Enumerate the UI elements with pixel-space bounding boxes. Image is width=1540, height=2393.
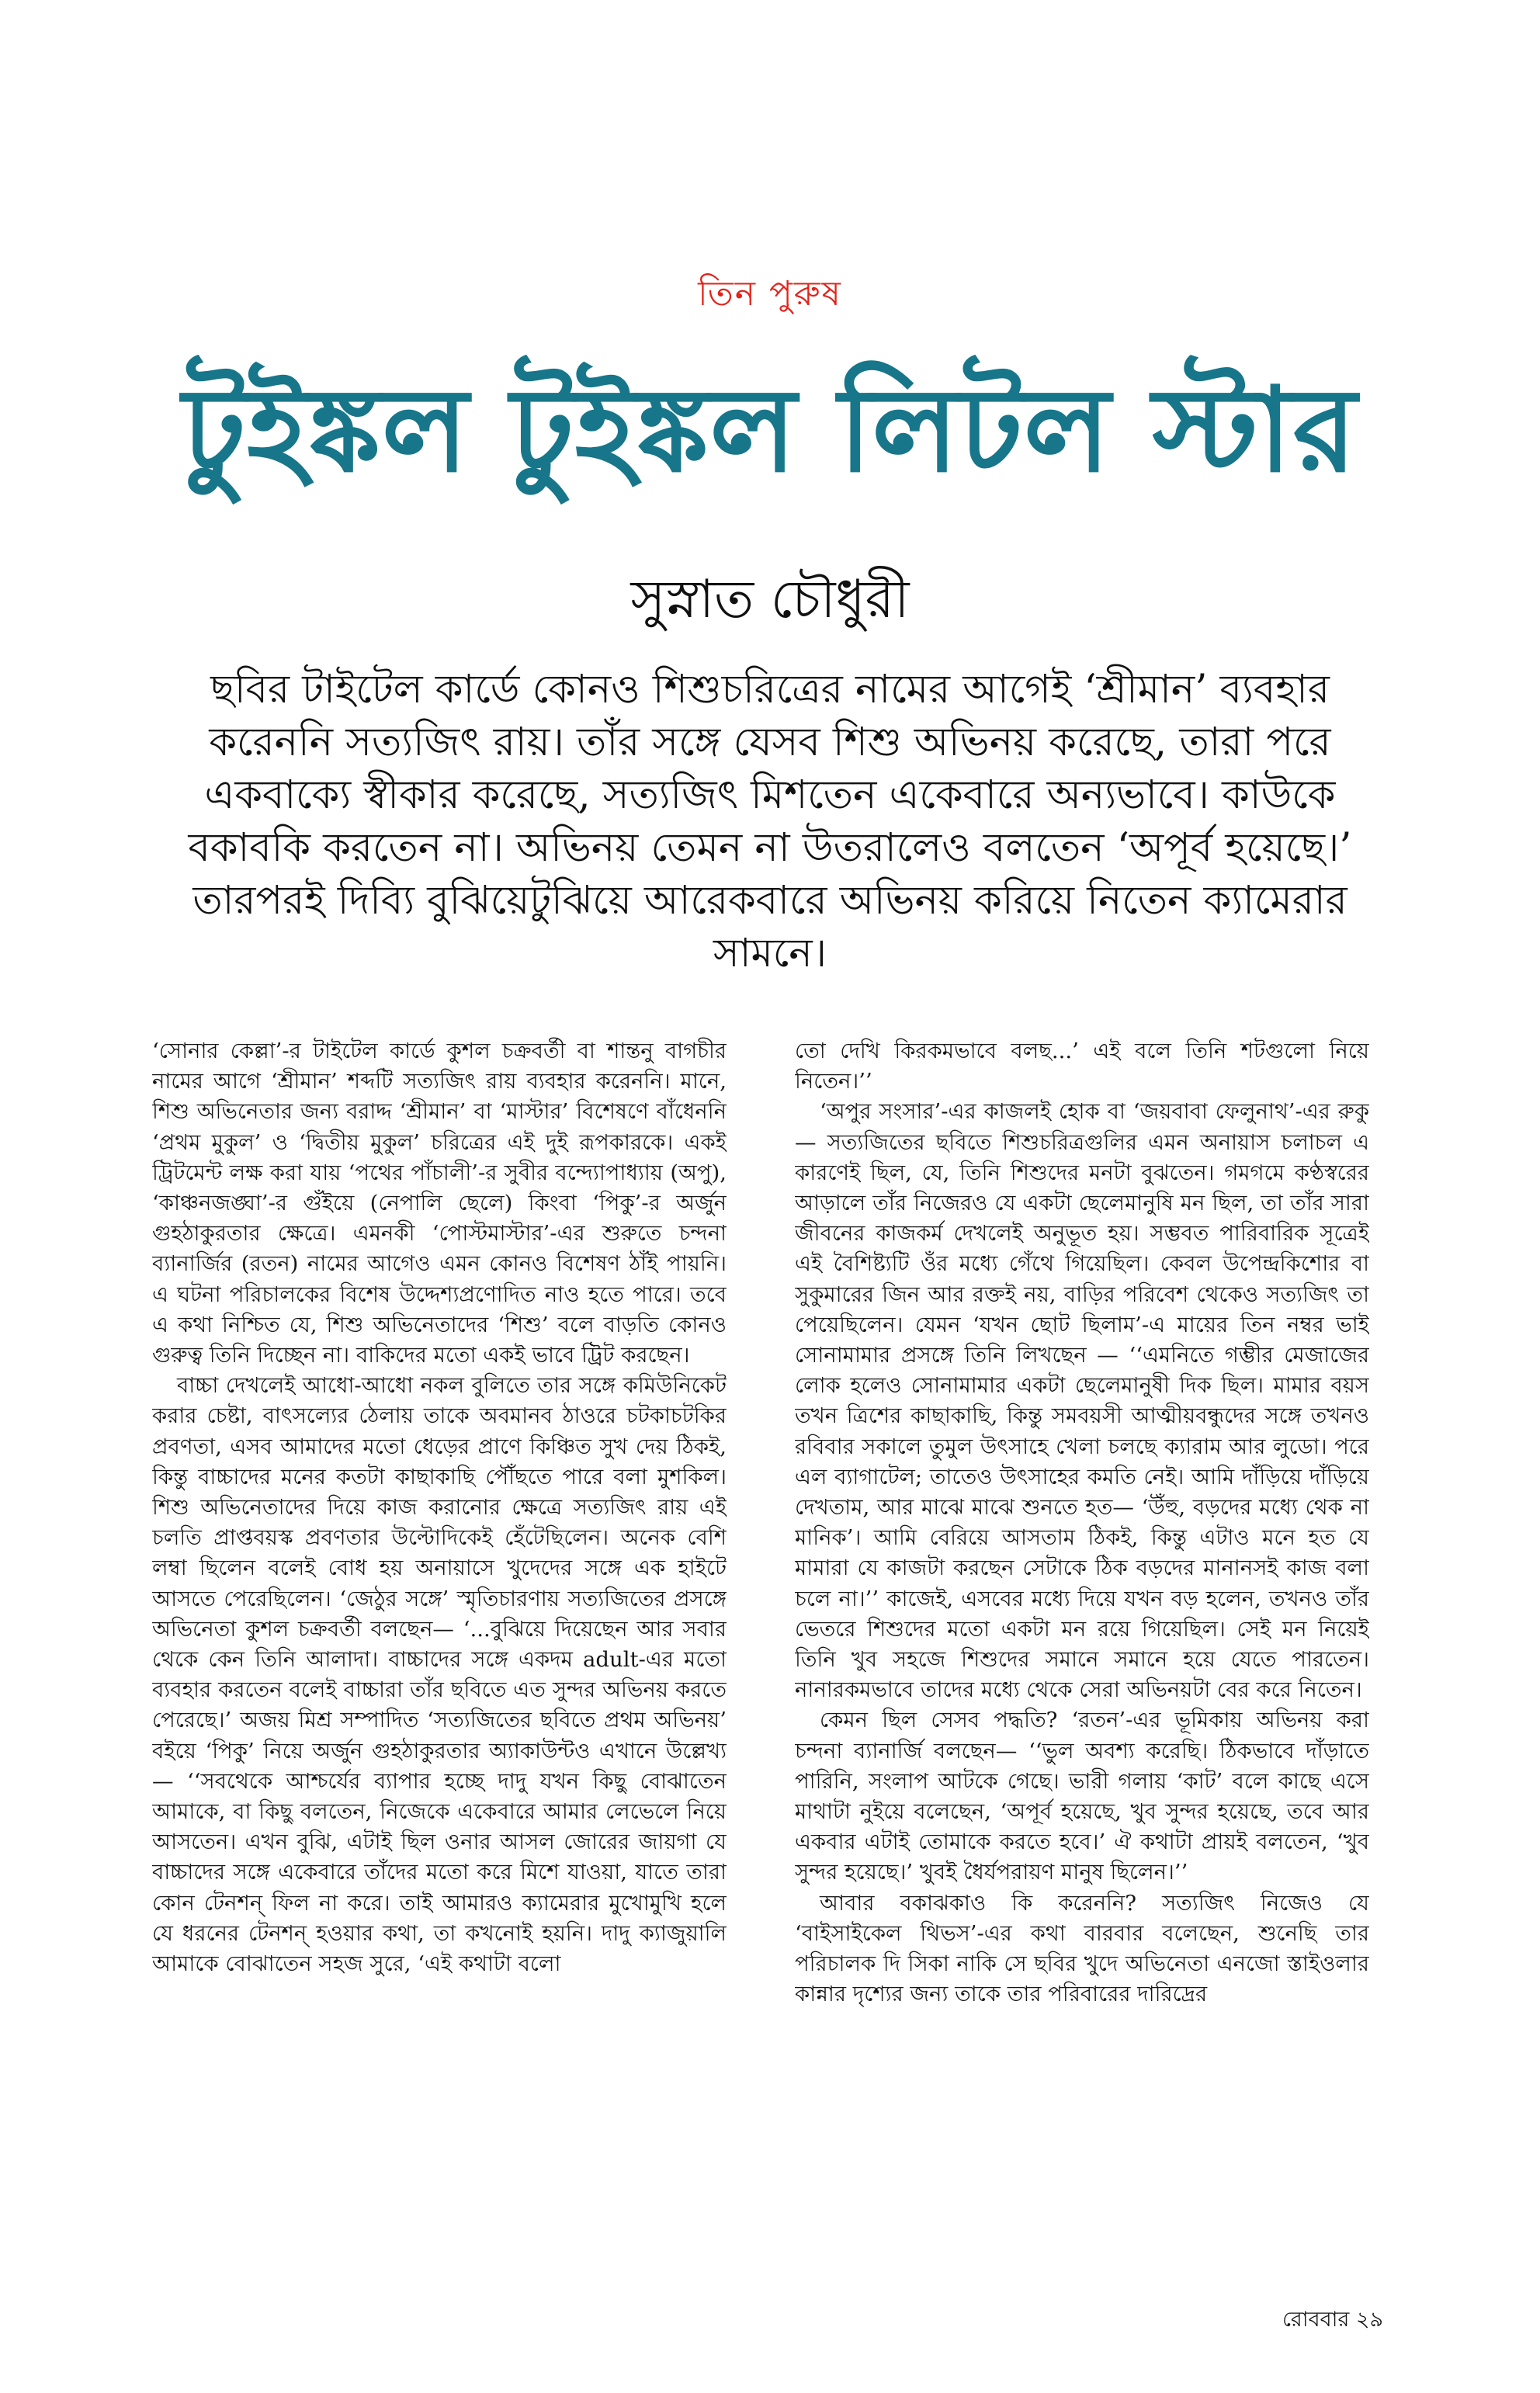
article-intro: ছবির টাইটেল কার্ডে কোনও শিশুচরিত্রের নামের আগেই ‘শ্রীমান’ ব্যবহার করেননি সত্যজিৎ রায়। তাঁর সঙ্গে যেসব শিশু অভিনয় করেছে, তারা পরে একবাক্যে স্বীকার করেছে, সত্যজিৎ মিশতেন একেবারে অন্যভাবে। কাউকে বকাবকি করতেন না। অভিনয় তেমন না উতরালেও বলতেন ‘অপূর্ব হয়েছে।’ তারপরই দিব্যি বুঝিয়েটুঝিয়ে আরেকবারে অভিনয় করিয়ে নিতেন ক্যামেরার সামনে। — [188, 667, 1352, 976]
paragraph: বাচ্চা দেখলেই আধো-আধো নকল বুলিতে তার সঙ্গে কমিউনিকেট করার চেষ্টা, বাৎসল্যের ঠেলায় তাকে অবমানব ঠাওরে চটকাচটকির প্রবণতা, এসব আমাদের মতো ধেড়ের প্রাণে কিঞ্চিত সুখ দেয় ঠিকই, কিন্তু বাচ্চাদের মনের কতটা কাছাকাছি পৌঁছতে পারে বলা মুশকিল। শিশু অভিনেতাদের দিয়ে কাজ করানোর ক্ষেত্রে সত্যজিৎ রায় এই চলতি প্রাপ্তবয়স্ক প্রবণতার উল্টোদিকেই হেঁটেছিলেন। অনেক বেশি লম্বা ছিলেন বলেই বোধ হয় অনায়াসে খুদেদের সঙ্গে এক হাইটে আসতে পেরেছিলেন। ‘জেঠুর সঙ্গে’ স্মৃতিচারণায় সত্যজিতের প্রসঙ্গে অভিনেতা কুশল চক্রবর্তী বলছেন— ‘...বুঝিয়ে দিয়েছেন আর সবার থেকে কেন তিনি আলাদা। বাচ্চাদের সঙ্গে একদম adult-এর মতো ব্যবহার করতেন বলেই বাচ্চারা তাঁর ছবিতে এত সুন্দর অভিনয় করতে পেরেছে।’ অজয় মিশ্র সম্পাদিত ‘সত্যজিতের ছবিতে প্রথম অভিনয়’ বইয়ে ‘পিকু’ নিয়ে অর্জুন গুহঠাকুরতার অ্যাকাউন্টও এখানে উল্লেখ্য— ‘‘সবথেকে আশ্চর্যের ব্যাপার হচ্ছে দাদু যখন কিছু বোঝাতেন আমাকে, বা কিছু বলতেন, নিজেকে একেবারে আমার লেভেলে নিয়ে আসতেন। এখন বুঝি, এটাই ছিল ওনার আসল জোরের জায়গা যে বাচ্চাদের সঙ্গে একেবারে তাঁদের মতো করে মিশে যাওয়া, যাতে তারা কোন টেনশন্ ফিল না করে। তাই আমারও ক্যামেরার মুখোমুখি হলে যে ধরনের টেনশন্ হওয়ার কথা, তা কখনোই হয়নি। দাদু ক্যাজুয়ালি আমাকে বোঝাতেন সহজ সুরে, ‘এই কথাটা বলো — [152, 1373, 727, 1977]
section-label: তিন পুরুষ — [698, 274, 842, 314]
author-byline: সুস্নাত চৌধুরী — [630, 569, 910, 630]
paragraph: আবার বকাঝকাও কি করেননি? সত্যজিৎ নিজেও যে ‘বাইসাইকেল থিভস’-এর কথা বারবার বলেছেন, শুনেছি তার পরিচালক দি সিকা নাকি সে ছবির খুদে অভিনেতা এনজো স্তাইওলার কান্নার দৃশ্যের জন্য তাকে তার পরিবারের দারিদ্রের — [795, 1890, 1369, 2007]
article-headline: টুইঙ্কল টুইঙ্কল লিটল স্টার — [182, 363, 1358, 498]
paragraph: ‘সোনার কেল্লা’-র টাইটেল কার্ডে কুশল চক্রবর্তী বা শান্তনু বাগচীর নামের আগে ‘শ্রীমান’ শব্দটি সত্যজিৎ রায় ব্যবহার করেননি। মানে, শিশু অভিনেতার জন্য বরাদ্দ ‘শ্রীমান’ বা ‘মাস্টার’ বিশেষণে বাঁধেননি ‘প্রথম মুকুল’ ও ‘দ্বিতীয় মুকুল’ চরিত্রের এই দুই রূপকারকে। একই ট্রিটমেন্ট লক্ষ করা যায় ‘পথের পাঁচালী’-র সুবীর বন্দ্যোপাধ্যায় (অপু), ‘কাঞ্চনজঙ্ঘা’-র গুঁইয়ে (নেপালি ছেলে) কিংবা ‘পিকু’-র অর্জুন গুহঠাকুরতার ক্ষেত্রে। এমনকী ‘পোস্টমাস্টার’-এর শুরুতে চন্দনা ব্যানার্জির (রতন) নামের আগেও এমন কোনও বিশেষণ ঠাঁই পায়নি। এ ঘটনা পরিচালকের বিশেষ উদ্দেশ্যপ্রণোদিত নাও হতে পারে। তবে এ কথা নিশ্চিত যে, শিশু অভিনেতাদের ‘শিশু’ বলে বাড়তি কোনও গুরুত্ব তিনি দিচ্ছেন না। বাকিদের মতো একই ভাবে ট্রিট করছেন। — [152, 1039, 727, 1368]
left-column — [152, 1036, 727, 2243]
page-folio: রোববার ২৯ — [1282, 2308, 1383, 2332]
paragraph: কেমন ছিল সেসব পদ্ধতি? ‘রতন’-এর ভূমিকায় অভিনয় করা চন্দনা ব্যানার্জি বলছেন— ‘‘ভুল অবশ্য করেছি। ঠিকভাবে দাঁড়াতে পারিনি, সংলাপ আটকে গেছে। ভারী গলায় ‘কাট’ বলে কাছে এসে মাথাটা নুইয়ে বলেছেন, ‘অপূর্ব হয়েছে, খুব সুন্দর হয়েছে, তবে আর একবার এটাই তোমাকে করতে হবে।’ ঐ কথাটা প্রায়ই বলতেন, ‘খুব সুন্দর হয়েছে।’ খুবই ধৈর্যপরায়ণ মানুষ ছিলেন।’’ — [795, 1708, 1369, 1885]
paragraph: তো দেখি কিরকমভাবে বলছ...’ এই বলে তিনি শটগুলো নিয়ে নিতেন।’’ — [795, 1039, 1369, 1094]
right-column — [795, 1036, 1369, 2243]
paragraph: ‘অপুর সংসার’-এর কাজলই হোক বা ‘জয়বাবা ফেলুনাথ’-এর রুকু— সত্যজিতের ছবিতে শিশুচরিত্রগুলির এমন অনায়াস চলাচল এ কারণেই ছিল, যে, তিনি শিশুদের মনটা বুঝতেন। গমগমে কণ্ঠস্বরের আড়ালে তাঁর নিজেরও যে একটা ছেলেমানুষি মন ছিল, তা তাঁর সারা জীবনের কাজকর্ম দেখলেই অনুভূত হয়। সম্ভবত পারিবারিক সূত্রেই এই বৈশিষ্ট্যটি ওঁর মধ্যে গেঁথে গিয়েছিল। কেবল উপেন্দ্রকিশোর বা সুকুমারের জিন আর রক্তই নয়, বাড়ির পরিবেশ থেকেও সত্যজিৎ তা পেয়েছিলেন। যেমন ‘যখন ছোট ছিলাম’-এ মায়ের তিন নম্বর ভাই সোনামামার প্রসঙ্গে তিনি লিখছেন — ‘‘এমনিতে গম্ভীর মেজাজের লোক হলেও সোনামামার একটা ছেলেমানুষী দিক ছিল। মামার বয়স তখন ত্রিশের কাছাকাছি, কিন্তু সমবয়সী আত্মীয়বন্ধুদের সঙ্গে তখনও রবিবার সকালে তুমুল উৎসাহে খেলা চলছে ক্যারাম আর লুডো। পরে এল ব্যাগাটেল; তাতেও উৎসাহের কমতি নেই। আমি দাঁড়িয়ে দাঁড়িয়ে দেখতাম, আর মাঝে মাঝে শুনতে হত— ‘উঁহু, বড়দের মধ্যে থেক না মানিক’। আমি বেরিয়ে আসতাম ঠিকই, কিন্তু এটাও মনে হত যে মামারা যে কাজটা করছেন সেটাকে ঠিক বড়দের মানানসই কাজ বলা চলে না।’’ কাজেই, এসবের মধ্যে দিয়ে যখন বড় হলেন, তখনও তাঁর ভেতরে শিশুদের মতো একটা মন রয়ে গিয়েছিল। সেই মন নিয়েই তিনি খুব সহজে শিশুদের সমানে সমানে হয়ে যেতে পারতেন। নানারকমভাবে তাদের মধ্যে থেকে সেরা অভিনয়টা বের করে নিতেন। — [795, 1099, 1369, 1703]
